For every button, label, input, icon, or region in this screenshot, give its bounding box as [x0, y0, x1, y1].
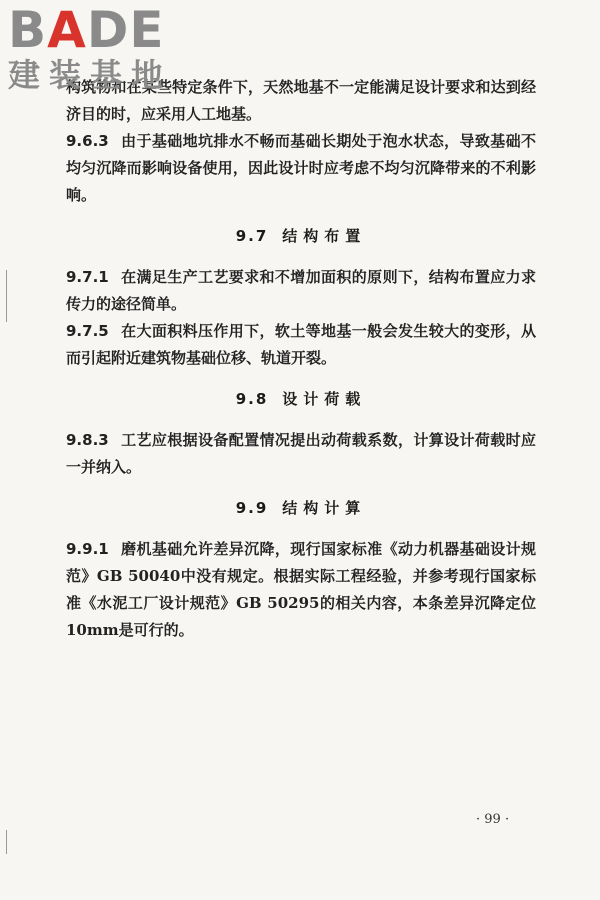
scan-edge-mark	[6, 830, 7, 854]
section-heading-9-7: 9.7 结构布置	[235, 227, 367, 245]
clause-9-9-1	[66, 536, 536, 644]
clause-9-8-3	[66, 427, 536, 481]
clause-text: 在大面积料压作用下，软土等地基一般会发生较大的变形，从而引起附近建筑物基础位移、轨道开裂。	[66, 322, 536, 367]
section-heading-9-9: 9.9 结构计算	[235, 499, 367, 517]
clause-number: 9.8.3	[66, 431, 109, 449]
watermark-logo	[8, 1, 178, 94]
clause-9-7-5	[66, 318, 536, 372]
clause-number: 9.9.1	[66, 540, 109, 558]
clause-text: 磨机基础允许差异沉降，现行国家标准《动力机器基础设计规范》GB 50040中没有规定。根据实际工程经验，并参考现行国家标准《水泥工厂设计规范》GB 50295的相关内容，本条差异沉降定位10mm是可行的。	[66, 540, 536, 639]
section-heading-9-8: 9.8 设计荷载	[235, 390, 367, 408]
logo-subtitle: 建装基地	[8, 56, 173, 94]
clause-9-6-3	[66, 128, 536, 209]
logo-mark: BADE	[8, 1, 165, 59]
clause-text: 在满足生产工艺要求和不增加面积的原则下，结构布置应力求传力的途径简单。	[66, 268, 536, 313]
intro-paragraph: 构筑物和在某些特定条件下，天然地基不一定能满足设计要求和达到经济目的时，应采用人工地基。	[66, 78, 536, 123]
clause-number: 9.7.5	[66, 322, 109, 340]
clause-text: 工艺应根据设备配置情况提出动荷载系数，计算设计荷载时应一并纳入。	[66, 431, 536, 476]
clause-number: 9.7.1	[66, 268, 109, 286]
page-number: · 99 ·	[476, 812, 510, 827]
clause-number: 9.6.3	[66, 132, 109, 150]
clause-text: 由于基础地坑排水不畅而基础长期处于泡水状态，导致基础不均匀沉降而影响设备使用，因此设计时应考虑不均匀沉降带来的不利影响。	[66, 132, 536, 204]
document-body	[66, 74, 536, 644]
clause-9-7-1	[66, 264, 536, 318]
scan-edge-mark	[6, 270, 7, 322]
